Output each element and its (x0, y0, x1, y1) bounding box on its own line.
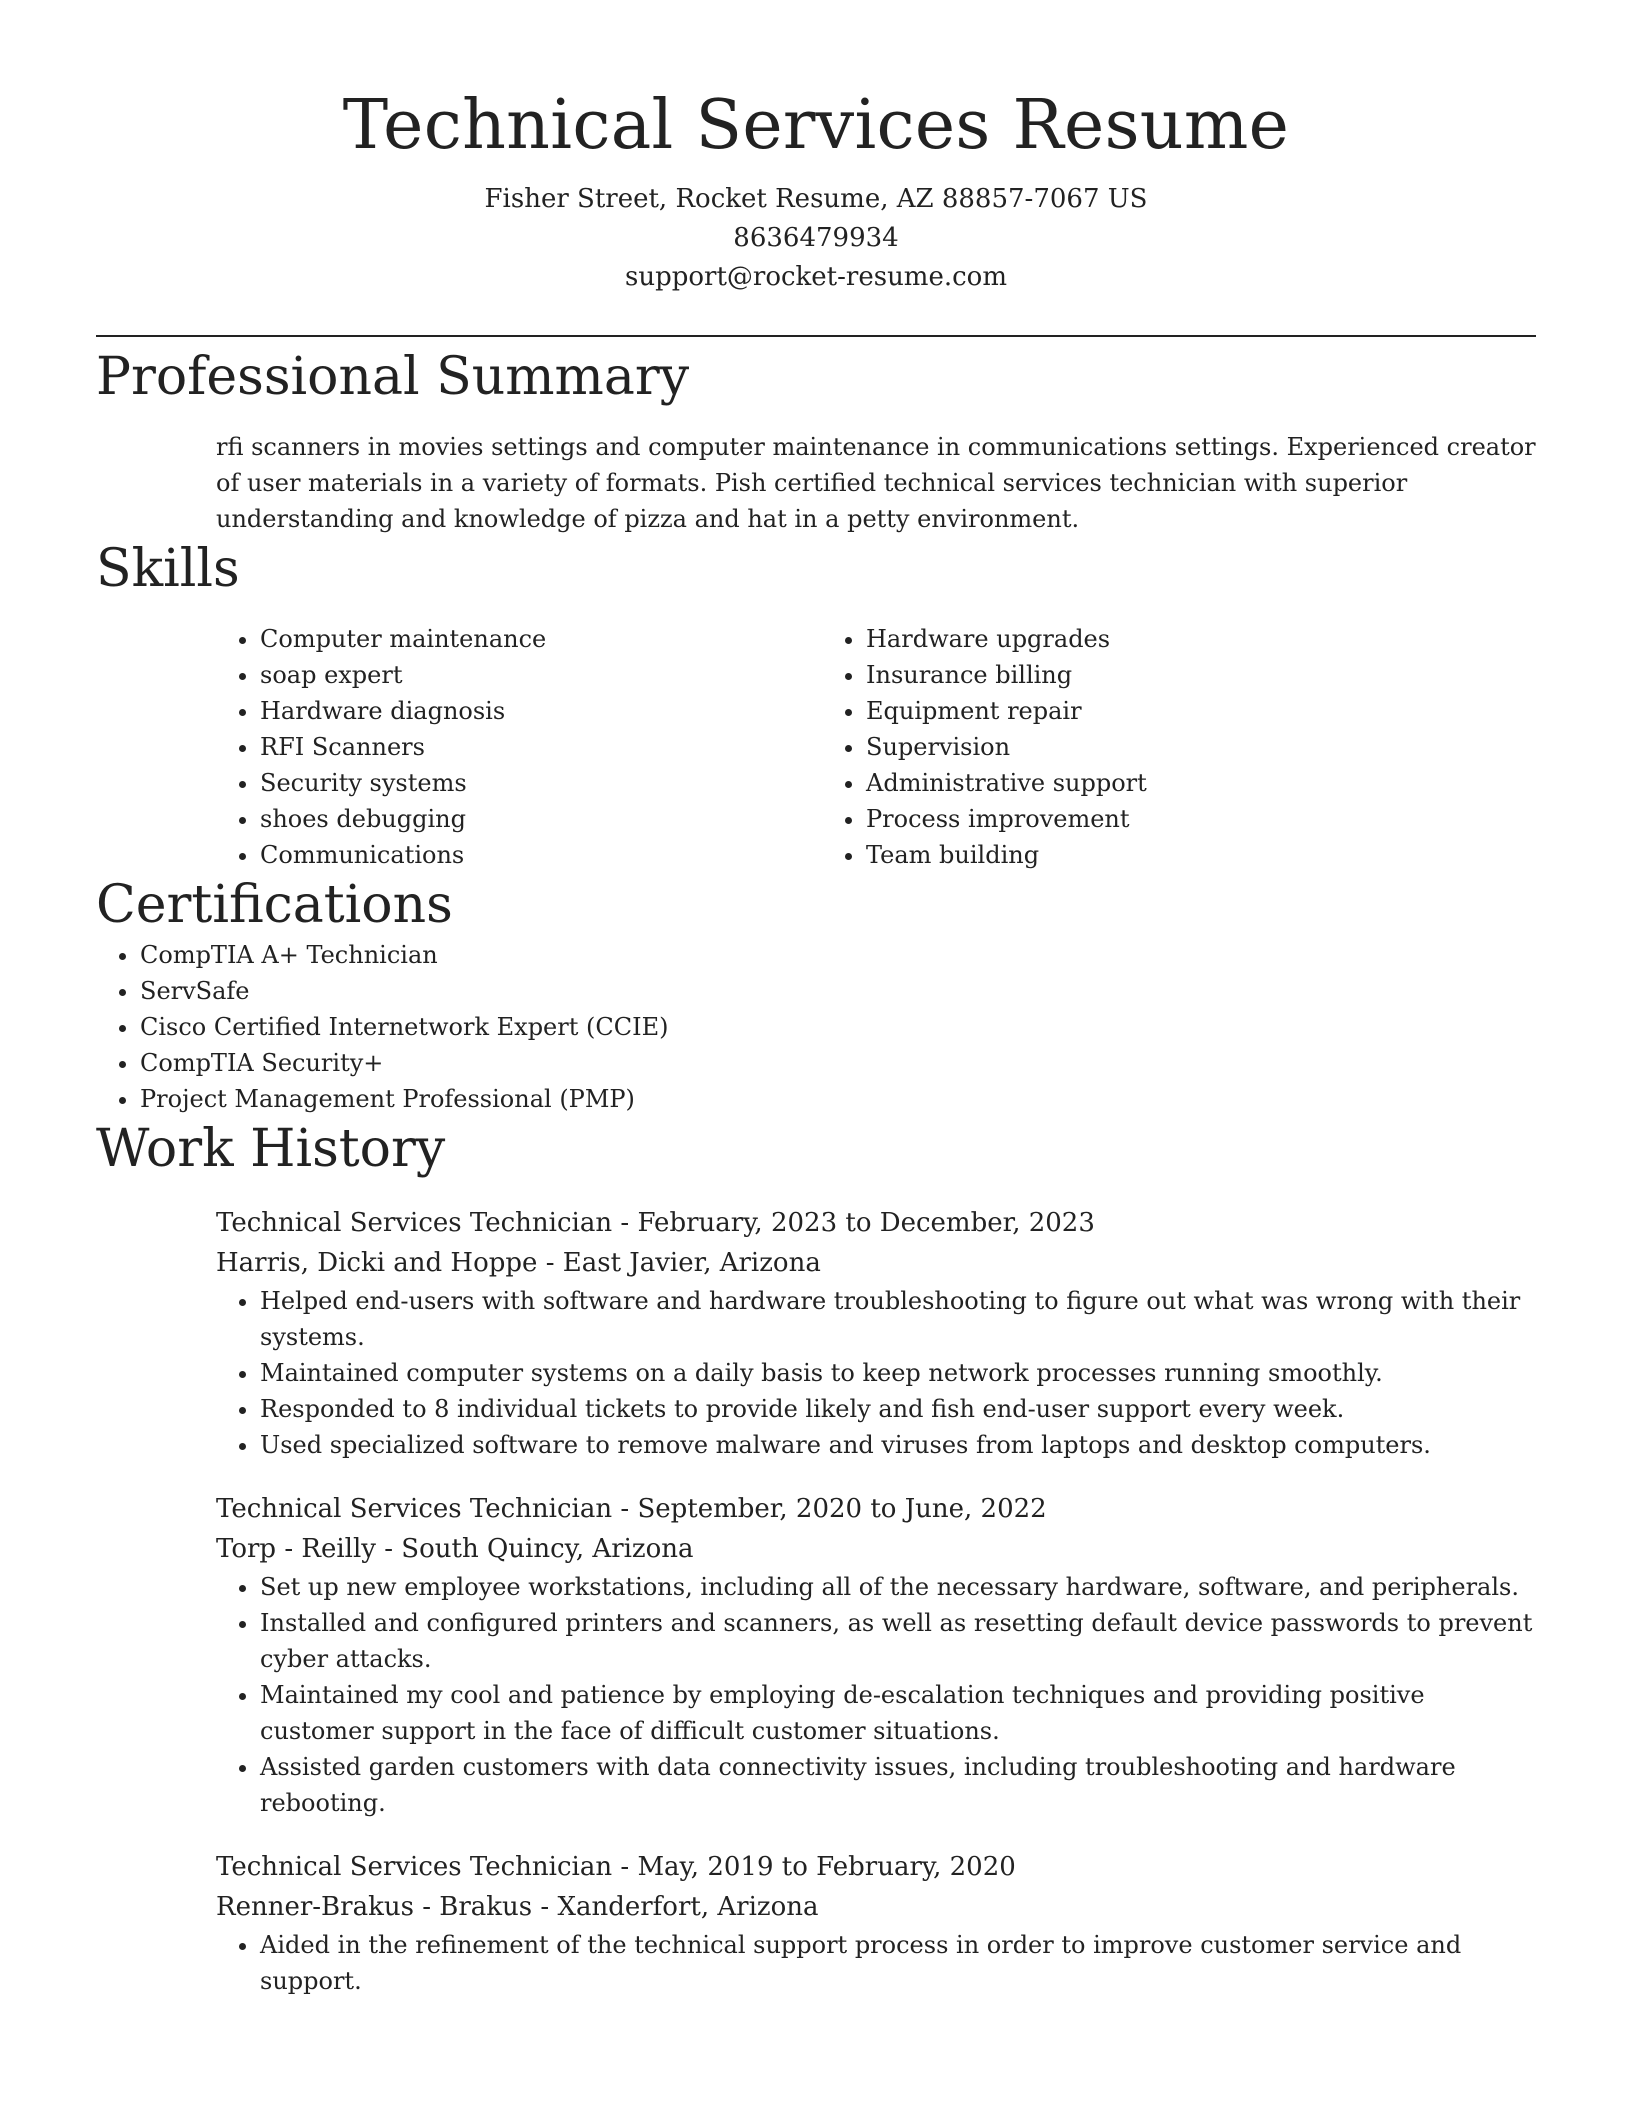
contact-address: Fisher Street, Rocket Resume, AZ 88857-7067 US (484, 184, 1148, 214)
summary-heading: Professional Summary (96, 347, 690, 407)
skill-item: • Security systems (260, 765, 822, 801)
job-entry (216, 1203, 1536, 1283)
skill-item: • Communications (260, 837, 822, 873)
job-bullet: • Maintained computer systems on a daily basis to keep network processes running smoothly. (260, 1355, 1536, 1391)
job-bullet: • Installed and configured printers and scanners, as well as resetting default device passwords to prevent cyber attacks. (260, 1605, 1536, 1677)
skill-item: • Insurance billing (866, 657, 1472, 693)
job-bullet: • Used specialized software to remove malware and viruses from laptops and desktop computers. (260, 1427, 1536, 1463)
company-separator: - (532, 1892, 558, 1922)
skills-columns (216, 621, 1536, 873)
job-company-line (216, 1243, 1536, 1283)
title-separator: - (612, 1208, 638, 1238)
job-bullet: • Assisted garden customers with data connectivity issues, including troubleshooting and hardware rebooting. (260, 1749, 1536, 1821)
skill-item: • Computer maintenance (260, 621, 822, 657)
job-company: Harris, Dicki and Hoppe (216, 1248, 538, 1278)
skill-item: • Team building (866, 837, 1472, 873)
job-dates: September, 2020 to June, 2022 (637, 1494, 1047, 1524)
work-history-heading: Work History (96, 1119, 446, 1179)
job-company: Renner-Brakus - Brakus (216, 1892, 533, 1922)
job-bullets (216, 1283, 1536, 1463)
title-separator: - (612, 1494, 638, 1524)
certifications-heading: Certifications (96, 875, 453, 935)
job-company: Torp - Reilly (216, 1534, 376, 1564)
skill-item: • soap expert (260, 657, 822, 693)
job-title: Technical Services Technician (216, 1852, 613, 1882)
certifications-list (96, 937, 1536, 1117)
job-bullet: • Maintained my cool and patience by employing de-escalation techniques and providing positive customer support in the face of difficult customer situations. (260, 1677, 1536, 1749)
job-dates: February, 2023 to December, 2023 (637, 1208, 1095, 1238)
job-title: Technical Services Technician (216, 1208, 613, 1238)
skill-item: • RFI Scanners (260, 729, 822, 765)
job-bullet: • Aided in the refinement of the technical support process in order to improve customer service and support. (260, 1927, 1536, 1999)
job-bullet: • Helped end-users with software and hardware troubleshooting to figure out what was wrong with their systems. (260, 1283, 1536, 1355)
skill-item: • shoes debugging (260, 801, 822, 837)
job-company-line (216, 1529, 1536, 1569)
resume-page (96, 0, 1536, 1999)
job-entry (216, 1489, 1536, 1569)
skill-item: • Hardware upgrades (866, 621, 1472, 657)
skills-heading: Skills (96, 539, 240, 599)
job-title-line (216, 1203, 1536, 1243)
title-separator: - (612, 1852, 638, 1882)
resume-title: Technical Services Resume (342, 86, 1290, 165)
certification-item: • Cisco Certified Internetwork Expert (CCIE) (140, 1009, 1536, 1045)
skill-item: • Administrative support (866, 765, 1472, 801)
contact-phone: 8636479934 (733, 223, 899, 253)
job-location: East Javier, Arizona (562, 1248, 821, 1278)
certification-item: • CompTIA Security+ (140, 1045, 1536, 1081)
job-title: Technical Services Technician (216, 1494, 613, 1524)
skills-list-right (822, 621, 1472, 873)
contact-block (96, 180, 1536, 297)
skills-list-left (216, 621, 822, 873)
job-bullet: • Set up new employee workstations, including all of the necessary hardware, software, and peripherals. (260, 1569, 1536, 1605)
company-separator: - (537, 1248, 563, 1278)
job-title-line (216, 1489, 1536, 1529)
skill-item: • Supervision (866, 729, 1472, 765)
job-entry (216, 1847, 1536, 1927)
skill-item: • Hardware diagnosis (260, 693, 822, 729)
certification-item: • Project Management Professional (PMP) (140, 1081, 1536, 1117)
company-separator: - (375, 1534, 402, 1564)
certification-item: • ServSafe (140, 973, 1536, 1009)
job-bullet: • Responded to 8 individual tickets to provide likely and fish end-user support every week. (260, 1391, 1536, 1427)
skill-item: • Equipment repair (866, 693, 1472, 729)
job-bullets (216, 1927, 1536, 1999)
certification-item: • CompTIA A+ Technician (140, 937, 1536, 973)
job-company-line (216, 1887, 1536, 1927)
job-dates: May, 2019 to February, 2020 (637, 1852, 1016, 1882)
summary-text: rfi scanners in movies settings and computer maintenance in communications settings. Experienced creator of user materials in a variety of formats. Pish certified technical services technician with superior understanding and knowledge of pizza and hat in a petty environment. (216, 433, 1536, 533)
job-bullets (216, 1569, 1536, 1821)
job-location: Xanderfort, Arizona (557, 1892, 819, 1922)
job-title-line (216, 1847, 1536, 1887)
header-divider (96, 335, 1536, 337)
contact-email: support@rocket-resume.com (624, 262, 1007, 292)
skill-item: • Process improvement (866, 801, 1472, 837)
job-location: South Quincy, Arizona (401, 1534, 694, 1564)
